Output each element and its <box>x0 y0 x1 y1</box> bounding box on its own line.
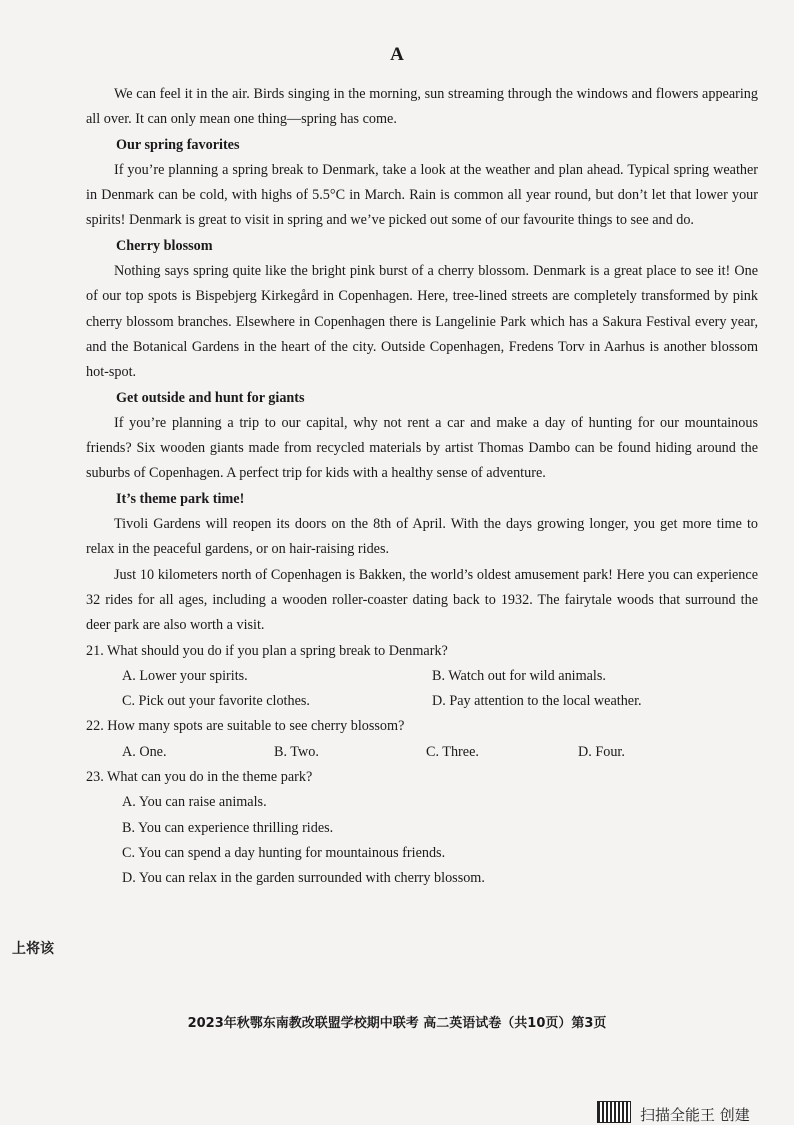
question-22-stem: 22. How many spots are suitable to see cherry blossom? <box>86 718 405 735</box>
q21-option-a: A. Lower your spirits. <box>122 667 248 684</box>
scanner-watermark: 扫描全能王 创建 <box>640 1106 750 1124</box>
section-letter: A <box>390 44 404 65</box>
q23-option-b: B. You can experience thrilling rides. <box>122 819 334 836</box>
q22-option-b: B. Two. <box>274 743 319 760</box>
q22-option-a: A. One. <box>122 743 167 760</box>
heading-theme-park: It’s theme park time! <box>116 490 245 507</box>
q22-option-c: C. Three. <box>426 743 479 760</box>
heading-hunt-giants: Get outside and hunt for giants <box>116 389 305 406</box>
question-23 <box>86 765 758 891</box>
page-footer: 2023年秋鄂东南教改联盟学校期中联考 高二英语试卷（共10页）第3页 <box>187 1016 607 1031</box>
question-21-stem: 21. What should you do if you plan a spring break to Denmark? <box>86 642 448 659</box>
q23-option-d: D. You can relax in the garden surrounded with cherry blossom. <box>122 870 485 887</box>
question-23-stem: 23. What can you do in the theme park? <box>86 769 313 786</box>
q21-option-b: B. Watch out for wild animals. <box>432 667 606 684</box>
paragraph-hunt-giants: If you’re planning a trip to our capital, why not rent a car and make a day of hunting for our mountainous friends? Six wooden giants made from recycled materials by artist Thomas Dambo can be found hiding around the suburbs of Copenhagen. A perfect trip for kids with a healthy sense of adventure. <box>86 414 758 482</box>
reading-passage <box>86 82 758 892</box>
q21-option-d: D. Pay attention to the local weather. <box>432 693 642 710</box>
heading-spring-favorites: Our spring favorites <box>116 136 240 153</box>
q22-option-d: D. Four. <box>578 743 625 760</box>
q21-option-c: C. Pick out your favorite clothes. <box>122 693 310 710</box>
question-21 <box>86 639 758 715</box>
qr-code-icon <box>598 1102 630 1122</box>
margin-note: 上将该 <box>12 941 54 957</box>
passage-intro: We can feel it in the air. Birds singing in the morning, sun streaming through the windows and flowers appearing all over. It can only mean one thing—spring has come. <box>86 86 758 128</box>
q23-option-c: C. You can spend a day hunting for mountainous friends. <box>122 844 446 861</box>
paragraph-bakken: Just 10 kilometers north of Copenhagen is Bakken, the world’s oldest amusement park! Here you can experience 32 rides for all ages, including a wooden roller-coaster dating back to 1932. The fairytale woods that surround the deer park are also worth a visit. <box>86 566 758 634</box>
heading-cherry-blossom: Cherry blossom <box>116 237 213 254</box>
paragraph-cherry-blossom: Nothing says spring quite like the bright pink burst of a cherry blossom. Denmark is a great place to see it! One of our top spots is Bispebjerg Kirkegård in Copenhagen. Here, tree-lined streets are completely transformed by pink cherry blossom branches. Elsewhere in Copenhagen there is Langelinie Park which has a Sakura Festival every year, and the Botanical Gardens in the heart of the city. Outside Copenhagen, Fredens Torv in Aarhus is another blossom hot-spot. <box>86 263 758 381</box>
paragraph-tivoli: Tivoli Gardens will reopen its doors on the 8th of April. With the days growing longer, you get more time to relax in the peaceful gardens, or on hair-raising rides. <box>86 516 758 558</box>
question-22 <box>86 714 758 765</box>
paragraph-spring-favorites: If you’re planning a spring break to Denmark, take a look at the weather and plan ahead. Typical spring weather in Denmark can be cold, with highs of 5.5°C in March. Rain is common all year round, but don’t let that lower your spirits! Denmark is great to visit in spring and we’ve picked out some of our favourite things to see and do. <box>86 161 758 229</box>
q23-option-a: A. You can raise animals. <box>122 794 267 811</box>
